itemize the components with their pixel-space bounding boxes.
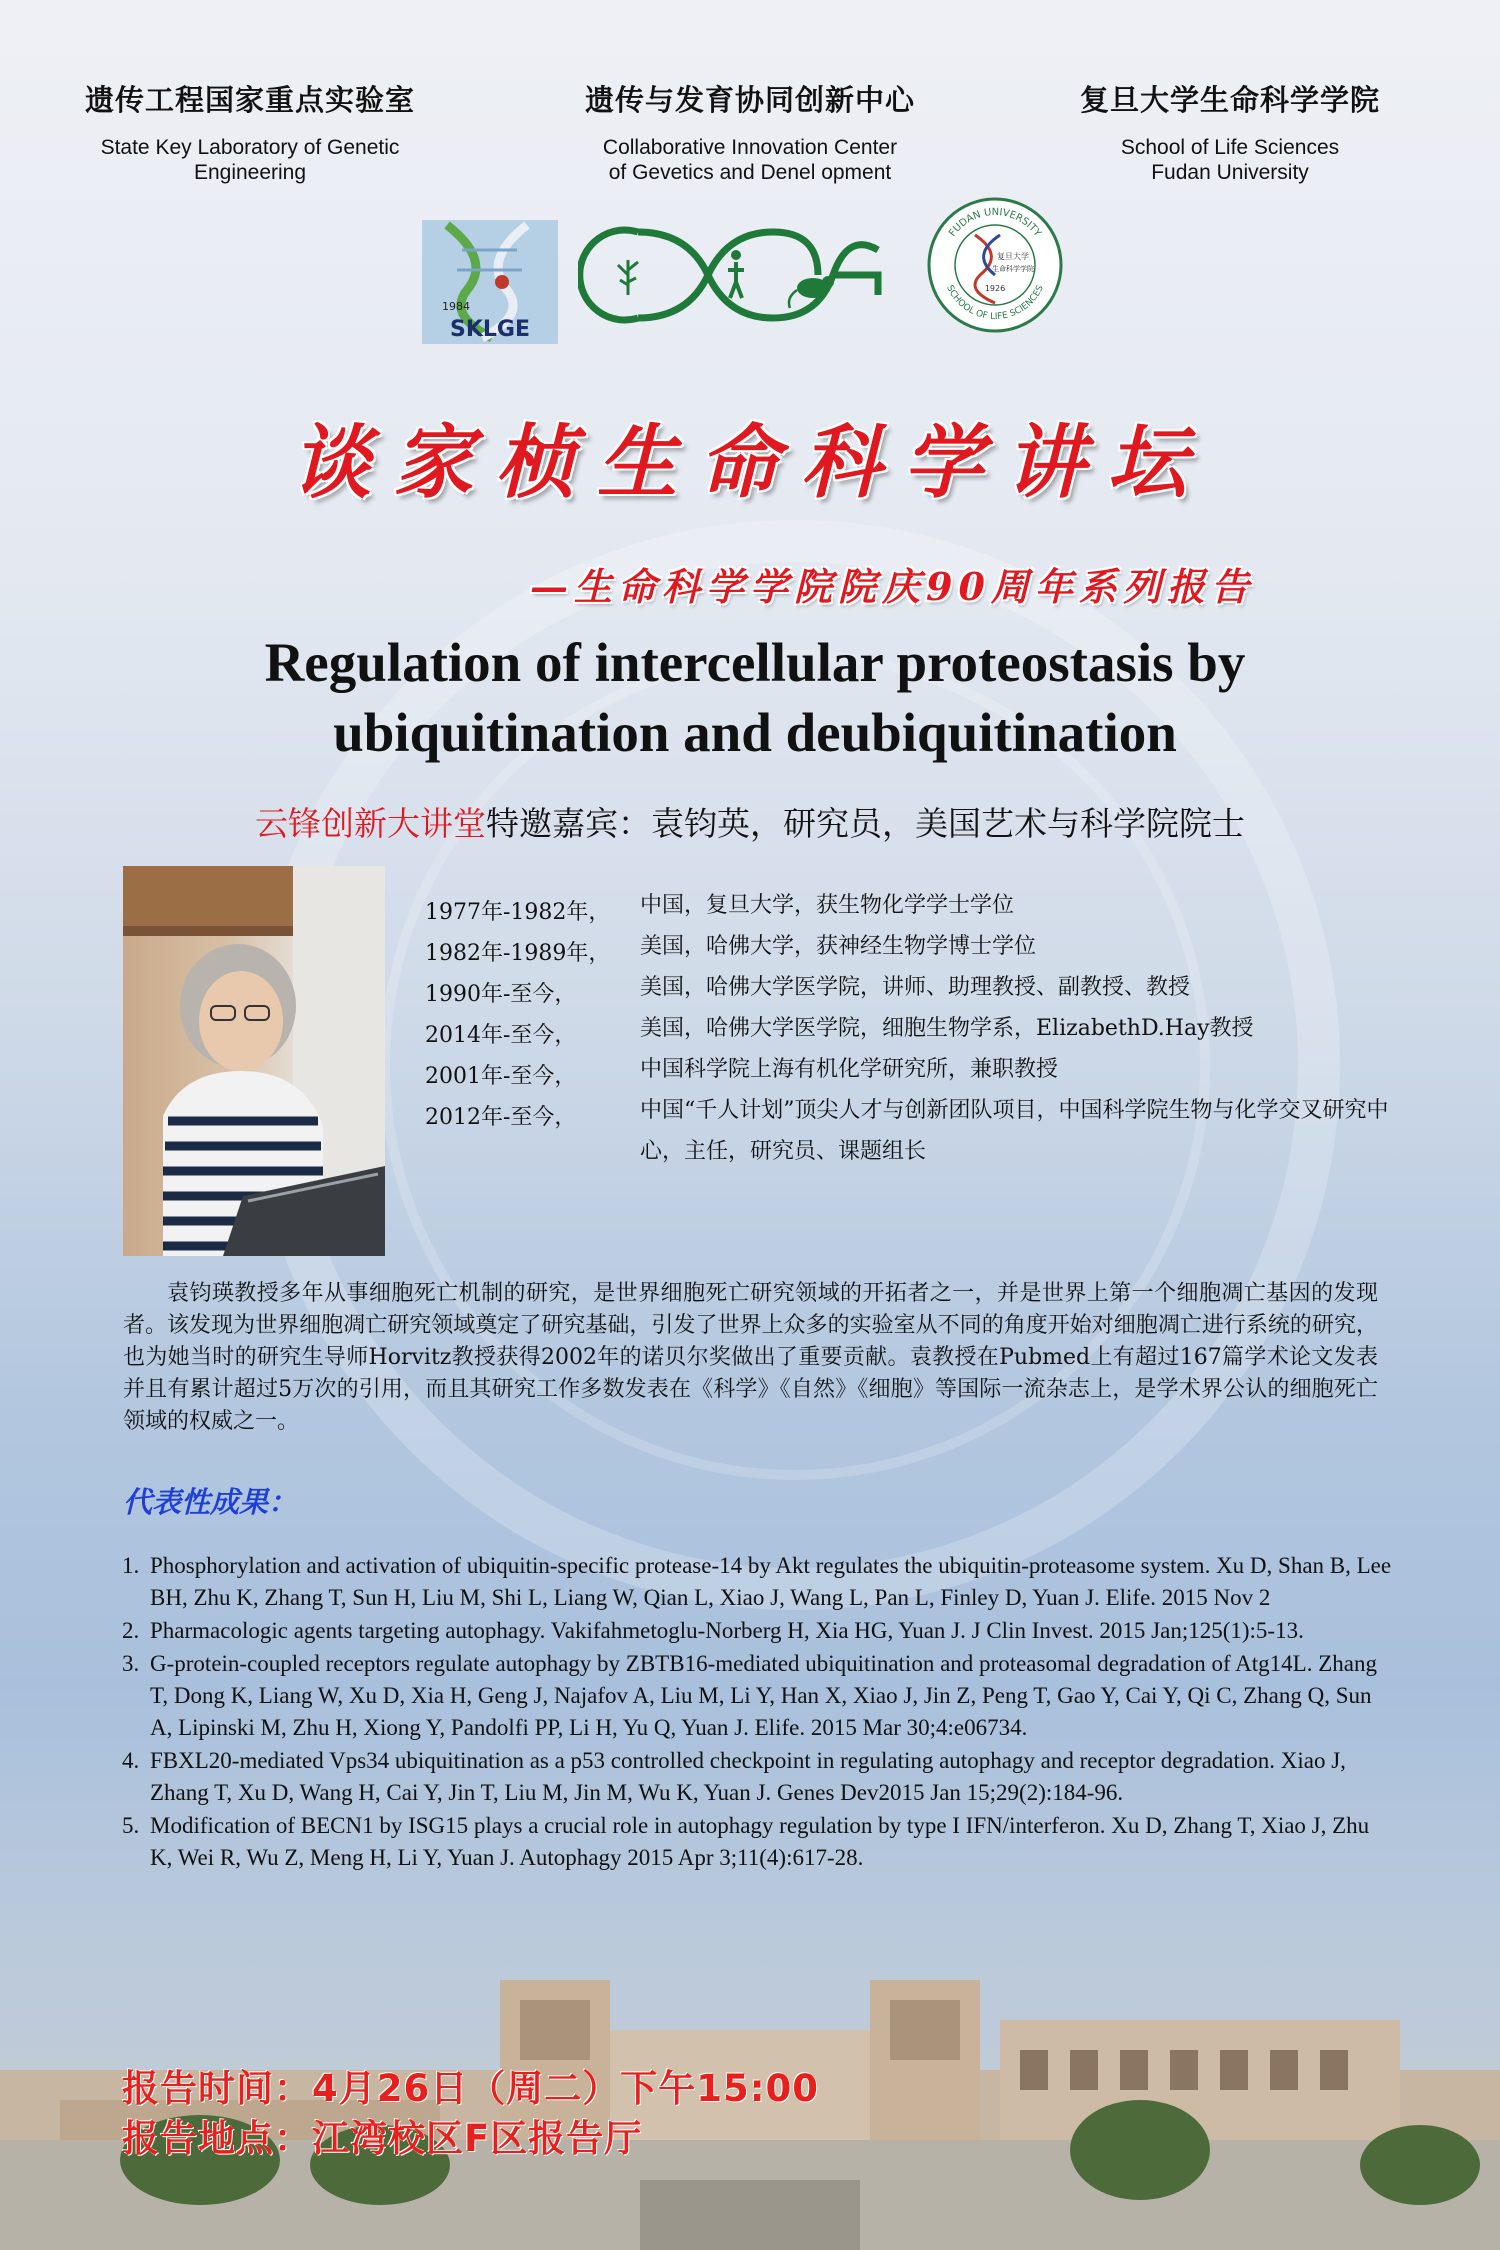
org-name-en-line2: Fudan University — [1151, 161, 1309, 184]
seal-center-line1: 复旦大学 — [997, 252, 1029, 261]
sklge-logo — [422, 220, 558, 344]
reference-text: G-protein-coupled receptors regulate autophagy by ZBTB16-mediated ubiquitination and proteasomal degradation of Atg14L. Zhang T, Dong K, Liang W, Xu D, Xia H, Geng J, Najafov A, Liu M, Li Y, Han X, Xiao J, Jin Z, Peng T, Gao Y, Cai Y, Qi C, Zhang Q, Sun A, Lipinski M, Zhu H, Xiong Y, Pandolfi PP, Li H, Yu Q, Yuan J. Elife. 2015 Mar 30;4:e06734. — [150, 1651, 1377, 1740]
org-name-cn: 遗传与发育协同创新中心 — [584, 83, 915, 117]
reference-item — [122, 1550, 1392, 1614]
cv-desc: 中国“千人计划”顶尖人才与创新团队项目，中国科学院生物与化学交叉研究中心，主任，研究员、课题组长 — [640, 1098, 1389, 1164]
org-name-en-line1: State Key Laboratory of Genetic — [100, 136, 400, 159]
seal-center-line2: 生命科学学院 — [992, 265, 1034, 273]
reference-item — [122, 1615, 1392, 1647]
human-icon — [728, 250, 744, 298]
guest-line — [0, 798, 1500, 845]
speaker-photo — [123, 866, 385, 1256]
achievements-heading: 代表性成果： — [123, 1485, 298, 1519]
reference-text: Modification of BECN1 by ISG15 plays a crucial role in autophagy regulation by type I IFN/interferon. Xu D, Zhang T, Xiao J, Zhu K, Wei R, Wu Z, Meng H, Li Y, Yuan J. Autophagy 2015 Apr 3;11(4):617-28. — [150, 1813, 1370, 1870]
cv-row — [425, 1100, 1425, 1172]
cv-year: 2012年-至今， — [425, 1105, 577, 1130]
reference-number: 3. — [122, 1651, 140, 1676]
sklge-text: SKLGE — [450, 317, 530, 342]
reference-list — [122, 1550, 1392, 1875]
talk-title-line2: ubiquitination and deubiquitination — [333, 702, 1177, 763]
reference-text: Phosphorylation and activation of ubiquitin-specific protease-14 by Akt regulates the ubiquitin-proteasome system. Xu D, Shan B, Lee BH, Zhu K, Zhang T, Sun H, Liu M, Shi L, Liang W, Qian L, Xiao J, Wang L, Pan L, Finley D, Yuan J. Elife. 2015 Nov 2 — [150, 1553, 1392, 1610]
org-fudan-life-sciences — [980, 78, 1480, 185]
seal-ring-top: FUDAN UNIVERSITY — [947, 206, 1043, 239]
speaker-bio: 袁钧瑛教授多年从事细胞死亡机制的研究，是世界细胞死亡研究领域的开拓者之一，并是世界上第一个细胞凋亡基因的发现者。该发现为世界细胞凋亡研究领域奠定了研究基础，引发了世界上众多的实验室从不同的角度开始对细胞凋亡进行系统的研究，也为她当时的研究生导师Horvitz教授获得2002年的诺贝尔奖做出了重要贡献。袁教授在Pubmed上有超过167篇学术论文发表并且有累计超过5万次的引用，而且其研究工作多数发表在《科学》《自然》《细胞》等国际一流杂志上，是学术界公认的细胞死亡领域的权威之一。 — [123, 1281, 1378, 1434]
reference-item — [122, 1648, 1392, 1744]
lecture-series-subtitle: —生命科学学院院庆90周年系列报告 — [530, 564, 1255, 609]
reference-item — [122, 1810, 1392, 1874]
report-time: 报告时间：4月26日（周二）下午15:00 — [122, 2067, 820, 2110]
cv-desc: 中国，复旦大学，获生物化学学士学位 — [640, 893, 1015, 918]
cv-year: 1982年-1989年， — [425, 941, 611, 966]
org-name-en-line1: School of Life Sciences — [1120, 136, 1340, 159]
guest-intro: 特邀嘉宾：袁钧英，研究员，美国艺术与科学院院士 — [486, 804, 1245, 843]
org-name-en-line1: Collaborative Innovation Center — [602, 136, 898, 159]
org-name-en-line2: of Gevetics and Denel opment — [608, 161, 892, 184]
report-place: 报告地点：江湾校区F区报告厅 — [122, 2117, 643, 2160]
org-name-cn: 遗传工程国家重点实验室 — [84, 83, 415, 117]
cv-desc: 美国，哈佛大学医学院，细胞生物学系，ElizabethD.Hay教授 — [640, 1016, 1254, 1041]
fudan-life-sciences-seal — [925, 195, 1065, 335]
talk-title — [90, 628, 1420, 768]
org-sklge — [0, 78, 500, 185]
reference-text: FBXL20-mediated Vps34 ubiquitination as a p53 controlled checkpoint in regulating autophagy and receptor degradation. Xiao J, Zhang T, Xu D, Wang H, Cai Y, Jin T, Liu M, Jin M, Wu K, Yuan J. Genes Dev2015 Jan 15;29(2):184-96. — [150, 1748, 1346, 1805]
seal-ring-bottom: SCHOOL OF LIFE SCIENCES — [944, 283, 1046, 323]
org-ccg — [500, 78, 1000, 185]
talk-title-line1: Regulation of intercellular proteostasis by — [264, 632, 1246, 693]
guest-series-name: 云锋创新大讲堂 — [255, 804, 486, 843]
cv-desc: 美国，哈佛大学医学院，讲师、助理教授、副教授、教授 — [640, 975, 1191, 1000]
org-name-en-line2: Engineering — [193, 161, 307, 184]
reference-item — [122, 1745, 1392, 1809]
reference-number: 5. — [122, 1813, 140, 1838]
cv-year: 2014年-至今， — [425, 1023, 577, 1048]
lecture-series-title: 谈家桢生命科学讲坛 — [291, 415, 1209, 509]
cv-year: 1977年-1982年， — [425, 900, 611, 925]
reference-number: 2. — [122, 1618, 140, 1643]
cv-year: 1990年-至今， — [425, 982, 577, 1007]
cv-desc: 中国科学院上海有机化学研究所，兼职教授 — [640, 1057, 1059, 1082]
reference-number: 1. — [122, 1553, 140, 1578]
seal-year: 1926 — [984, 284, 1006, 293]
ccg-logo — [578, 220, 898, 330]
plant-icon — [618, 260, 638, 295]
reference-number: 4. — [122, 1748, 140, 1773]
reference-text: Pharmacologic agents targeting autophagy. Vakifahmetoglu-Norberg H, Xia HG, Yuan J. J Clin Invest. 2015 Jan;125(1):5-13. — [150, 1618, 1304, 1643]
org-name-cn: 复旦大学生命科学学院 — [1079, 83, 1380, 117]
cv-year: 2001年-至今， — [425, 1064, 577, 1089]
speaker-cv — [425, 895, 1425, 1172]
sklge-year: 1984 — [442, 300, 470, 313]
cv-desc: 美国，哈佛大学，获神经生物学博士学位 — [640, 934, 1037, 959]
